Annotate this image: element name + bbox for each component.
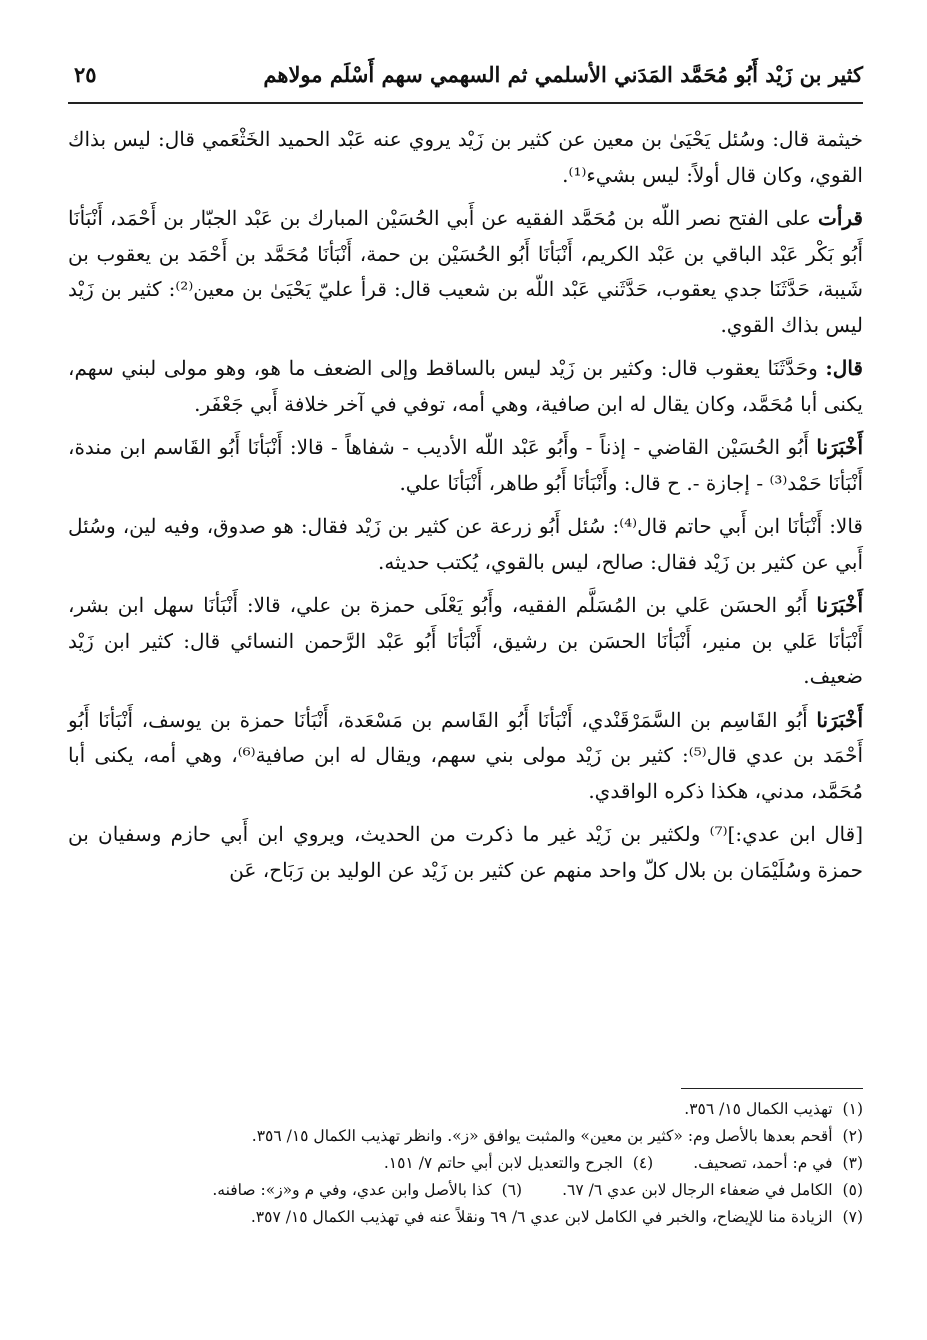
footnote-number: (١): [842, 1100, 863, 1118]
footnote: [384, 1150, 653, 1177]
paragraph: [68, 588, 863, 695]
paragraph-text: أَبُو الحُسَيْن القاضي - إذناً - وأَبُو عَبْد اللّه الأديب - شفاهاً - قالا: أَنْبَأنَا أَبُو القَاسم ابن مندة، أَنْبَأنَا حَمْد⁽³⁾ - إجازة -. ح قال: وأَنْبَأنَا أَبُو طاهر، أَنْبَأنَا علي.: [68, 435, 863, 495]
footnote: [562, 1177, 863, 1204]
paragraph-text: [قال ابن عدي:]⁽⁷⁾ ولكثير بن زَيْد غير ما ذكرت من الحديث، ويروي ابن أَبي حازم وسفيان بن حمزة وسُلَيْمَان بن بلال كلّ واحد منهم عن كثير بن زَيْد عن الوليد بن رَبَاح، عَن: [68, 822, 863, 882]
paragraph-lead: أَخْبَرَنا: [816, 707, 863, 732]
footnote-number: (٧): [842, 1208, 863, 1226]
main-text: [68, 122, 863, 896]
paragraph-lead: أَخْبَرَنا: [816, 435, 863, 459]
footnote-text: أقحم بعدها بالأصل وم: «كثير بن معين» والمثبت يوافق «ز». وانظر تهذيب الكمال ١٥/ ٣٥٦.: [251, 1127, 833, 1145]
footnotes: [68, 1096, 863, 1231]
footnote-text: الزيادة منا للإيضاح، والخبر في الكامل لابن عدي ٦/ ٦٩ ونقلاً عنه في تهذيب الكمال ١٥/ ٣٥٧.: [250, 1208, 833, 1226]
footnote-text: كذا بالأصل وابن عدي، وفي م و«ز»: صافنه.: [212, 1181, 492, 1199]
footnote: [684, 1096, 863, 1123]
paragraph-lead: أَخْبَرَنا: [816, 593, 863, 617]
page-header: [68, 58, 863, 104]
paragraph-text: أَبُو القَاسِم بن السَّمَرْقَنْدي، أَنْبَأنَا أَبُو القَاسم بن مَسْعَدة، أَنْبَأنَا حمزة بن يوسف، أَنْبَأنَا أَبُو أَحْمَد بن عدي قال⁽⁵⁾: كثير بن زَيْد مولى بني سهم، ويقال له ابن صافية⁽⁶⁾، وهي أمه، يكنى أبا مُحَمَّد، مدني، هكذا ذكره الواقدي.: [68, 707, 864, 803]
paragraph: [68, 122, 863, 193]
paragraph: [68, 430, 863, 501]
footnote-row: [68, 1204, 863, 1231]
footnote-separator: [681, 1088, 863, 1089]
paragraph-lead: قال:: [825, 356, 863, 380]
footnote-text: في م: أحمد، تصحيف.: [693, 1154, 833, 1172]
page-number: ٢٥: [74, 62, 97, 87]
paragraph: [68, 509, 863, 580]
paragraph-text: وحَدَّثَنَا يعقوب قال: وكثير بن زَيْد ليس بالساقط وإلى الضعف ما هو، وهو مولى لبني سهم، يكنى أبا مُحَمَّد، وكان يقال له ابن صافية، وهي أمه، توفي في آخر خلافة أَبي جَعْفَر.: [68, 356, 863, 416]
footnote-number: (٢): [842, 1127, 863, 1145]
paragraph-text: قالا: أَنْبَأنَا ابن أَبي حاتم قال⁽⁴⁾: سُئل أَبُو زرعة عن كثير بن زَيْد فقال: هو صدوق، وفيه لين، وسُئل أَبي عن كثير بن زَيْد فقال: صالح، ليس بالقوي، يُكتب حديثه.: [68, 514, 863, 574]
footnote-text: الكامل في ضعفاء الرجال لابن عدي ٦/ ٦٧.: [562, 1181, 833, 1199]
footnote-row: [68, 1150, 863, 1177]
footnote: [251, 1204, 863, 1231]
paragraph-text: على الفتح نصر اللّه بن مُحَمَّد الفقيه عن أَبي الحُسَيْن المبارك بن عَبْد الجبّار بن أَحْمَد، أَنْبَأنَا أَبُو بَكْر عَبْد الباقي بن عَبْد الكريم، أَنْبَأنَا أَبُو الحُسَيْن بن حمة، أَنْبَأنَا مُحَمَّد بن أَحْمَد بن يعقوب بن شَيبة، حَدَّثَنَا جدي يعقوب، حَدَّثَني عَبْد اللّه بن شعيب قال: قرأ عليّ يَحْيَىٰ بن معين⁽²⁾: كثير بن زَيْد ليس بذاك القوي.: [68, 206, 863, 337]
footnote-row: [68, 1177, 863, 1204]
footnote-row: [68, 1096, 863, 1123]
footnote: [212, 1177, 522, 1204]
footnote-row: [68, 1123, 863, 1150]
paragraph: [68, 351, 863, 422]
footnote-text: تهذيب الكمال ١٥/ ٣٥٦.: [684, 1100, 833, 1118]
footnote-number: (٦): [501, 1181, 523, 1199]
footnote-number: (٣): [842, 1154, 863, 1172]
footnote-number: (٤): [632, 1154, 654, 1172]
paragraph: [68, 817, 863, 888]
footnote-number: (٥): [842, 1181, 863, 1199]
paragraph-text: خيثمة قال: وسُئل يَحْيَىٰ بن معين عن كثير بن زَيْد يروي عنه عَبْد الحميد الخَثْعَمي قال: ليس بذاك القوي، وكان قال أولاً: ليس بشيء⁽¹⁾.: [68, 127, 863, 187]
paragraph-text: أَبُو الحسَن عَلي بن المُسَلَّم الفقيه، وأَبُو يَعْلَى حمزة بن علي، قالا: أَنْبَأنَا سهل ابن بشر، أَنْبَأنَا عَلي بن منير، أَنْبَأنَا الحسَن بن رشيق، أَنْبَأنَا أَبُو عَبْد الرَّحمن النسائي قال: كثير ابن زَيْد ضعيف.: [68, 593, 863, 688]
footnote: [693, 1150, 863, 1177]
footnote-text: الجرح والتعديل لابن أبي حاتم ٧/ ١٥١.: [383, 1154, 623, 1172]
paragraph: [68, 703, 863, 810]
paragraph-lead: قرأت: [818, 206, 863, 230]
running-title: كثير بن زَيْد أَبُو مُحَمَّد المَدَني الأسلمي ثم السهمي سهم أَسْلَم مولاهم: [263, 62, 863, 87]
paragraph: [68, 201, 863, 343]
footnote: [252, 1123, 863, 1150]
